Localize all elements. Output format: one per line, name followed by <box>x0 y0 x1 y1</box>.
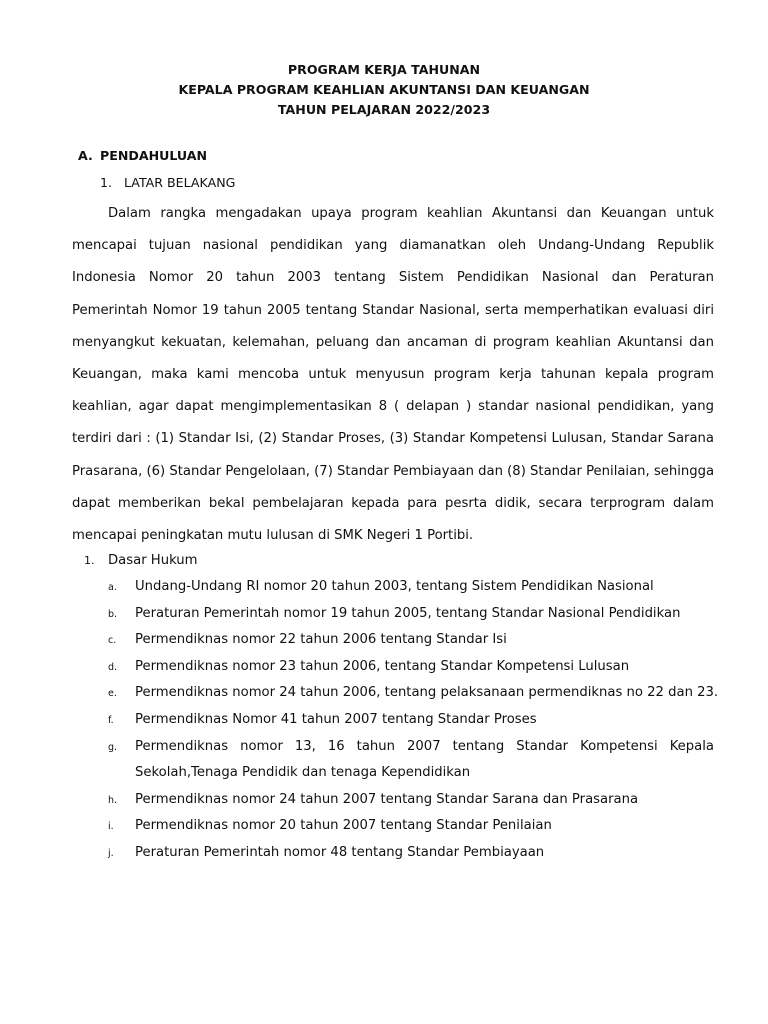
list-item-text-line-2: Sekolah,Tenaga Pendidik dan tenaga Kependidikan <box>135 765 471 781</box>
subsection-marker: 1. <box>100 175 113 190</box>
list-item <box>108 657 714 684</box>
paragraph-line: terdiri dari : (1) Standar Isi, (2) Standar Proses, (3) Standar Kompetensi Lulusan, Standar Sarana <box>72 431 714 447</box>
list-item <box>108 683 719 710</box>
list-marker: j. <box>108 847 114 859</box>
list-marker: a. <box>108 582 117 593</box>
section-label: PENDAHULUAN <box>100 148 208 163</box>
subsection-heading-1 <box>100 173 235 193</box>
paragraph-line: dapat memberikan bekal pembelajaran kepada para pesrta didik, secara terprogram dalam <box>72 495 714 511</box>
document-title-line-2: KEPALA PROGRAM KEAHLIAN AKUNTANSI DAN KEUANGAN <box>178 82 590 97</box>
list-item <box>108 816 714 843</box>
paragraph-line: Dalam rangka mengadakan upaya program keahlian Akuntansi dan Keuangan untuk <box>108 206 714 221</box>
list-marker: e. <box>108 688 117 700</box>
list-item-text: Permendiknas nomor 24 tahun 2006, tentang pelaksanaan permendiknas no 22 dan 23. <box>135 685 719 701</box>
paragraph-line: menyangkut kekuatan, kelemahan, peluang dan ancaman di program keahlian Akuntansi dan <box>72 334 714 350</box>
list-marker: i. <box>108 821 114 833</box>
paragraph-line: Prasarana, (6) Standar Pengelolaan, (7) Standar Pembiayaan dan (8) Standar Penilaian, sehingga <box>72 463 715 479</box>
subsection-label: LATAR BELAKANG <box>124 175 236 190</box>
paragraph-line: mencapai tujuan nasional pendidikan yang diamanatkan oleh Undang-Undang Republik <box>72 238 714 254</box>
list-marker: c. <box>108 635 117 647</box>
list-item-text: Permendiknas Nomor 41 tahun 2007 tentang Standar Proses <box>135 711 537 727</box>
list-item-text: Permendiknas nomor 22 tahun 2006 tentang Standar Isi <box>135 632 507 648</box>
section-marker: A. <box>78 148 93 163</box>
list-item-text: Peraturan Pemerintah nomor 48 tentang Standar Pembiayaan <box>135 844 545 860</box>
list-item-text: Permendiknas nomor 24 tahun 2007 tentang Standar Sarana dan Prasarana <box>135 791 639 807</box>
document-title-line-3: TAHUN PELAJARAN 2022/2023 <box>277 102 491 117</box>
list-marker: h. <box>108 794 118 806</box>
paragraph-line: Pemerintah Nomor 19 tahun 2005 tentang Standar Nasional, serta memperhatikan evaluasi diri <box>72 302 714 318</box>
list-item-text: Permendiknas nomor 23 tahun 2006, tentang Standar Kompetensi Lulusan <box>135 658 630 674</box>
paragraph-line: Keuangan, maka kami mencoba untuk menyusun program kerja tahunan kepala program <box>72 366 714 382</box>
list-item <box>108 737 714 790</box>
background-paragraph <box>72 198 714 552</box>
paragraph-line: mencapai peningkatan mutu lulusan di SMK Negeri 1 Portibi. <box>72 527 474 543</box>
list-item-text: Permendiknas nomor 20 tahun 2007 tentang Standar Penilaian <box>135 818 552 834</box>
list-item-text: Undang-Undang RI nomor 20 tahun 2003, tentang Sistem Pendidikan Nasional <box>135 579 654 594</box>
legal-basis-heading <box>84 551 198 571</box>
list-item <box>108 710 714 737</box>
list-marker: b. <box>108 608 118 620</box>
section-heading-a <box>78 146 207 166</box>
legal-basis-list <box>108 577 719 870</box>
list-item-text-line-1: Permendiknas nomor 13, 16 tahun 2007 tentang Standar Kompetensi Kepala <box>135 738 714 754</box>
list-marker: g. <box>108 741 118 753</box>
document-title-line-1: PROGRAM KERJA TAHUNAN <box>287 62 481 77</box>
legal-basis-marker: 1. <box>84 554 95 567</box>
list-item <box>108 790 714 817</box>
list-item <box>108 630 714 657</box>
list-item-text: Peraturan Pemerintah nomor 19 tahun 2005, tentang Standar Nasional Pendidikan <box>135 605 681 621</box>
paragraph-line: Indonesia Nomor 20 tahun 2003 tentang Sistem Pendidikan Nasional dan Peraturan <box>72 270 714 286</box>
list-item-text <box>135 734 714 787</box>
list-marker: f. <box>108 714 114 726</box>
paragraph-line: keahlian, agar dapat mengimplementasikan 8 ( delapan ) standar nasional pendidikan, yang <box>72 399 714 415</box>
legal-basis-label: Dasar Hukum <box>108 553 198 568</box>
list-marker: d. <box>108 661 118 673</box>
list-item <box>108 577 714 604</box>
list-item <box>108 604 714 631</box>
list-item <box>108 843 714 870</box>
